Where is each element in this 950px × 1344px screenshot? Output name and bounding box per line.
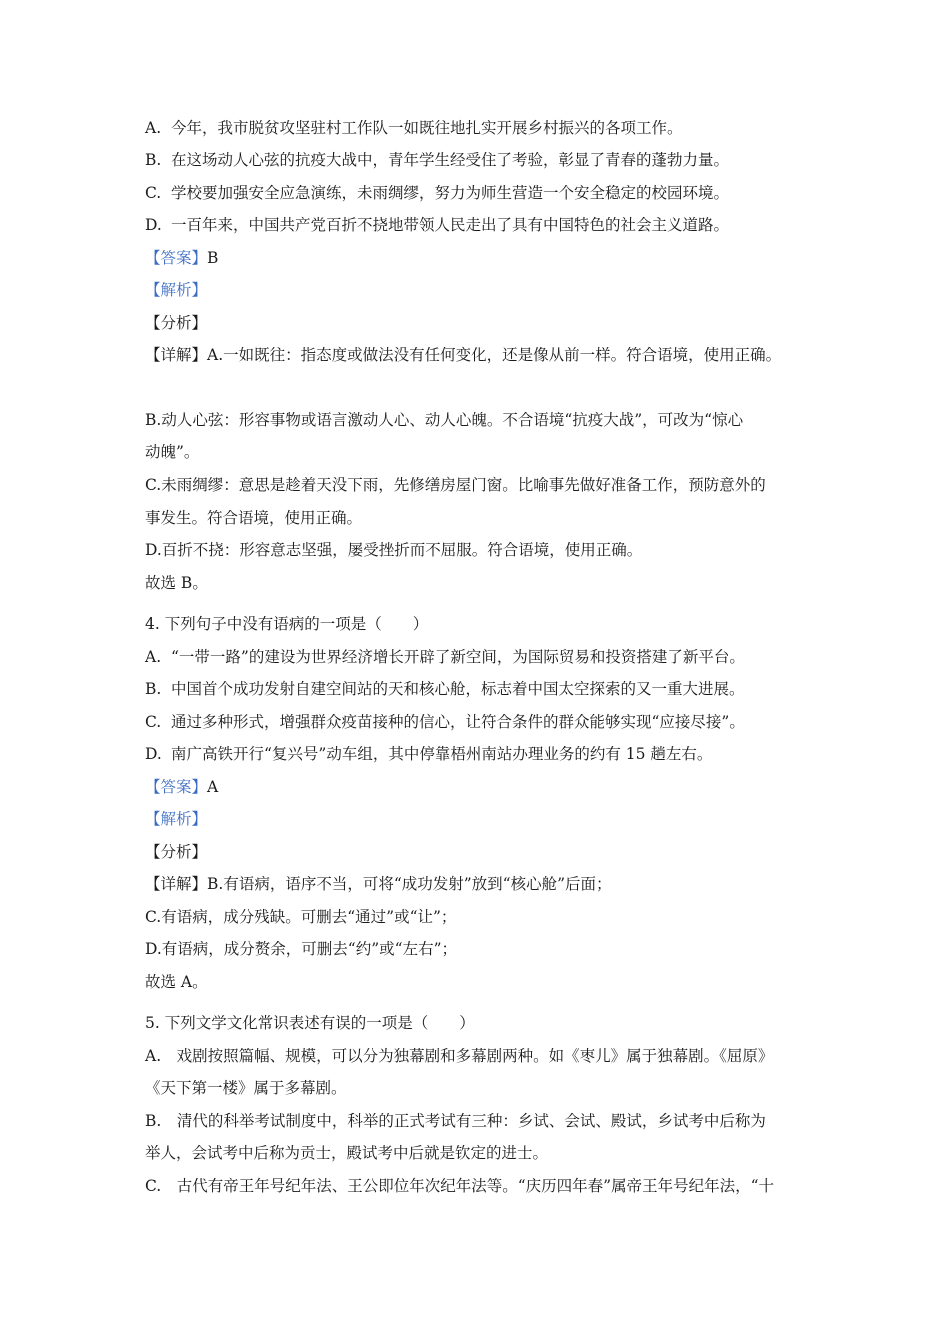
q4-answer: 【答案】A <box>145 778 219 796</box>
q5-line-5: C. 古代有帝王年号纪年法、王公即位年次纪年法等。“庆历四年春”属帝王年号纪年法，“十 <box>145 1177 775 1195</box>
q3-xiangjie-line-4: C.未雨绸缪：意思是趁着天没下雨，先修缮房屋门窗。比喻事先做好准备工作，预防意外的 <box>145 476 766 494</box>
q5-line-2: 《天下第一楼》属于多幕剧。 <box>145 1079 347 1097</box>
q3-xiangjie-line-3: 动魄”。 <box>145 443 200 461</box>
q4-stem: 4. 下列句子中没有语病的一项是（ ） <box>145 615 429 633</box>
q3-option-d: D. 一百年来，中国共产党百折不挠地带领人民走出了具有中国特色的社会主义道路。 <box>145 216 730 234</box>
q5-line-1: A. 戏剧按照篇幅、规模，可以分为独幕剧和多幕剧两种。如《枣儿》属于独幕剧。《屈原》 <box>145 1047 774 1065</box>
q3-conclusion: 故选 B。 <box>145 574 208 592</box>
q3-xiangjie-line-5: 事发生。符合语境，使用正确。 <box>145 509 363 527</box>
q3-option-b: B. 在这场动人心弦的抗疫大战中，青年学生经受住了考验，彰显了青春的蓬勃力量。 <box>145 151 730 169</box>
q4-option-d: D. 南广高铁开行“复兴号”动车组，其中停靠梧州南站办理业务的约有 15 趟左右。 <box>145 745 713 763</box>
q5-stem: 5. 下列文学文化常识表述有误的一项是（ ） <box>145 1014 475 1032</box>
q5-line-4: 举人，会试考中后称为贡士，殿试考中后就是钦定的进士。 <box>145 1144 549 1162</box>
q4-xiangjie-line-1: 【详解】B.有语病，语序不当，可将“成功发射”放到“核心舱”后面； <box>145 875 612 893</box>
q3-option-a: A. 今年，我市脱贫攻坚驻村工作队一如既往地扎实开展乡村振兴的各项工作。 <box>145 119 683 137</box>
q3-xiangjie-line-1: 【详解】A.一如既往：指态度或做法没有任何变化，还是像从前一样。符合语境，使用正确。 <box>145 346 782 364</box>
q4-xiangjie-line-3: D.有语病，成分赘余，可删去“约”或“左右”； <box>145 940 457 958</box>
q3-fenxi-label: 【分析】 <box>145 314 208 332</box>
q4-jiexi-label: 【解析】 <box>145 810 208 828</box>
q4-option-c: C. 通过多种形式，增强群众疫苗接种的信心，让符合条件的群众能够实现“应接尽接”。 <box>145 713 745 731</box>
q3-xiangjie-line-6: D.百折不挠：形容意志坚强，屡受挫折而不屈服。符合语境，使用正确。 <box>145 541 643 559</box>
q3-jiexi-label: 【解析】 <box>145 281 208 299</box>
q3-option-c: C. 学校要加强安全应急演练，未雨绸缪，努力为师生营造一个安全稳定的校园环境。 <box>145 184 730 202</box>
q4-conclusion: 故选 A。 <box>145 973 208 991</box>
q5-line-3: B. 清代的科举考试制度中，科举的正式考试有三种：乡试、会试、殿试，乡试考中后称为 <box>145 1112 766 1130</box>
q3-xiangjie-line-2: B.动人心弦：形容事物或语言激动人心、动人心魄。不合语境“抗疫大战”，可改为“惊心 <box>145 411 744 429</box>
q4-option-b: B. 中国首个成功发射自建空间站的天和核心舱，标志着中国太空探索的又一重大进展。 <box>145 680 745 698</box>
q4-option-a: A. “一带一路”的建设为世界经济增长开辟了新空间，为国际贸易和投资搭建了新平台。 <box>145 648 745 666</box>
q4-fenxi-label: 【分析】 <box>145 843 208 861</box>
q4-xiangjie-line-2: C.有语病，成分残缺。可删去“通过”或“让”； <box>145 908 457 926</box>
q3-answer: 【答案】B <box>145 249 219 267</box>
